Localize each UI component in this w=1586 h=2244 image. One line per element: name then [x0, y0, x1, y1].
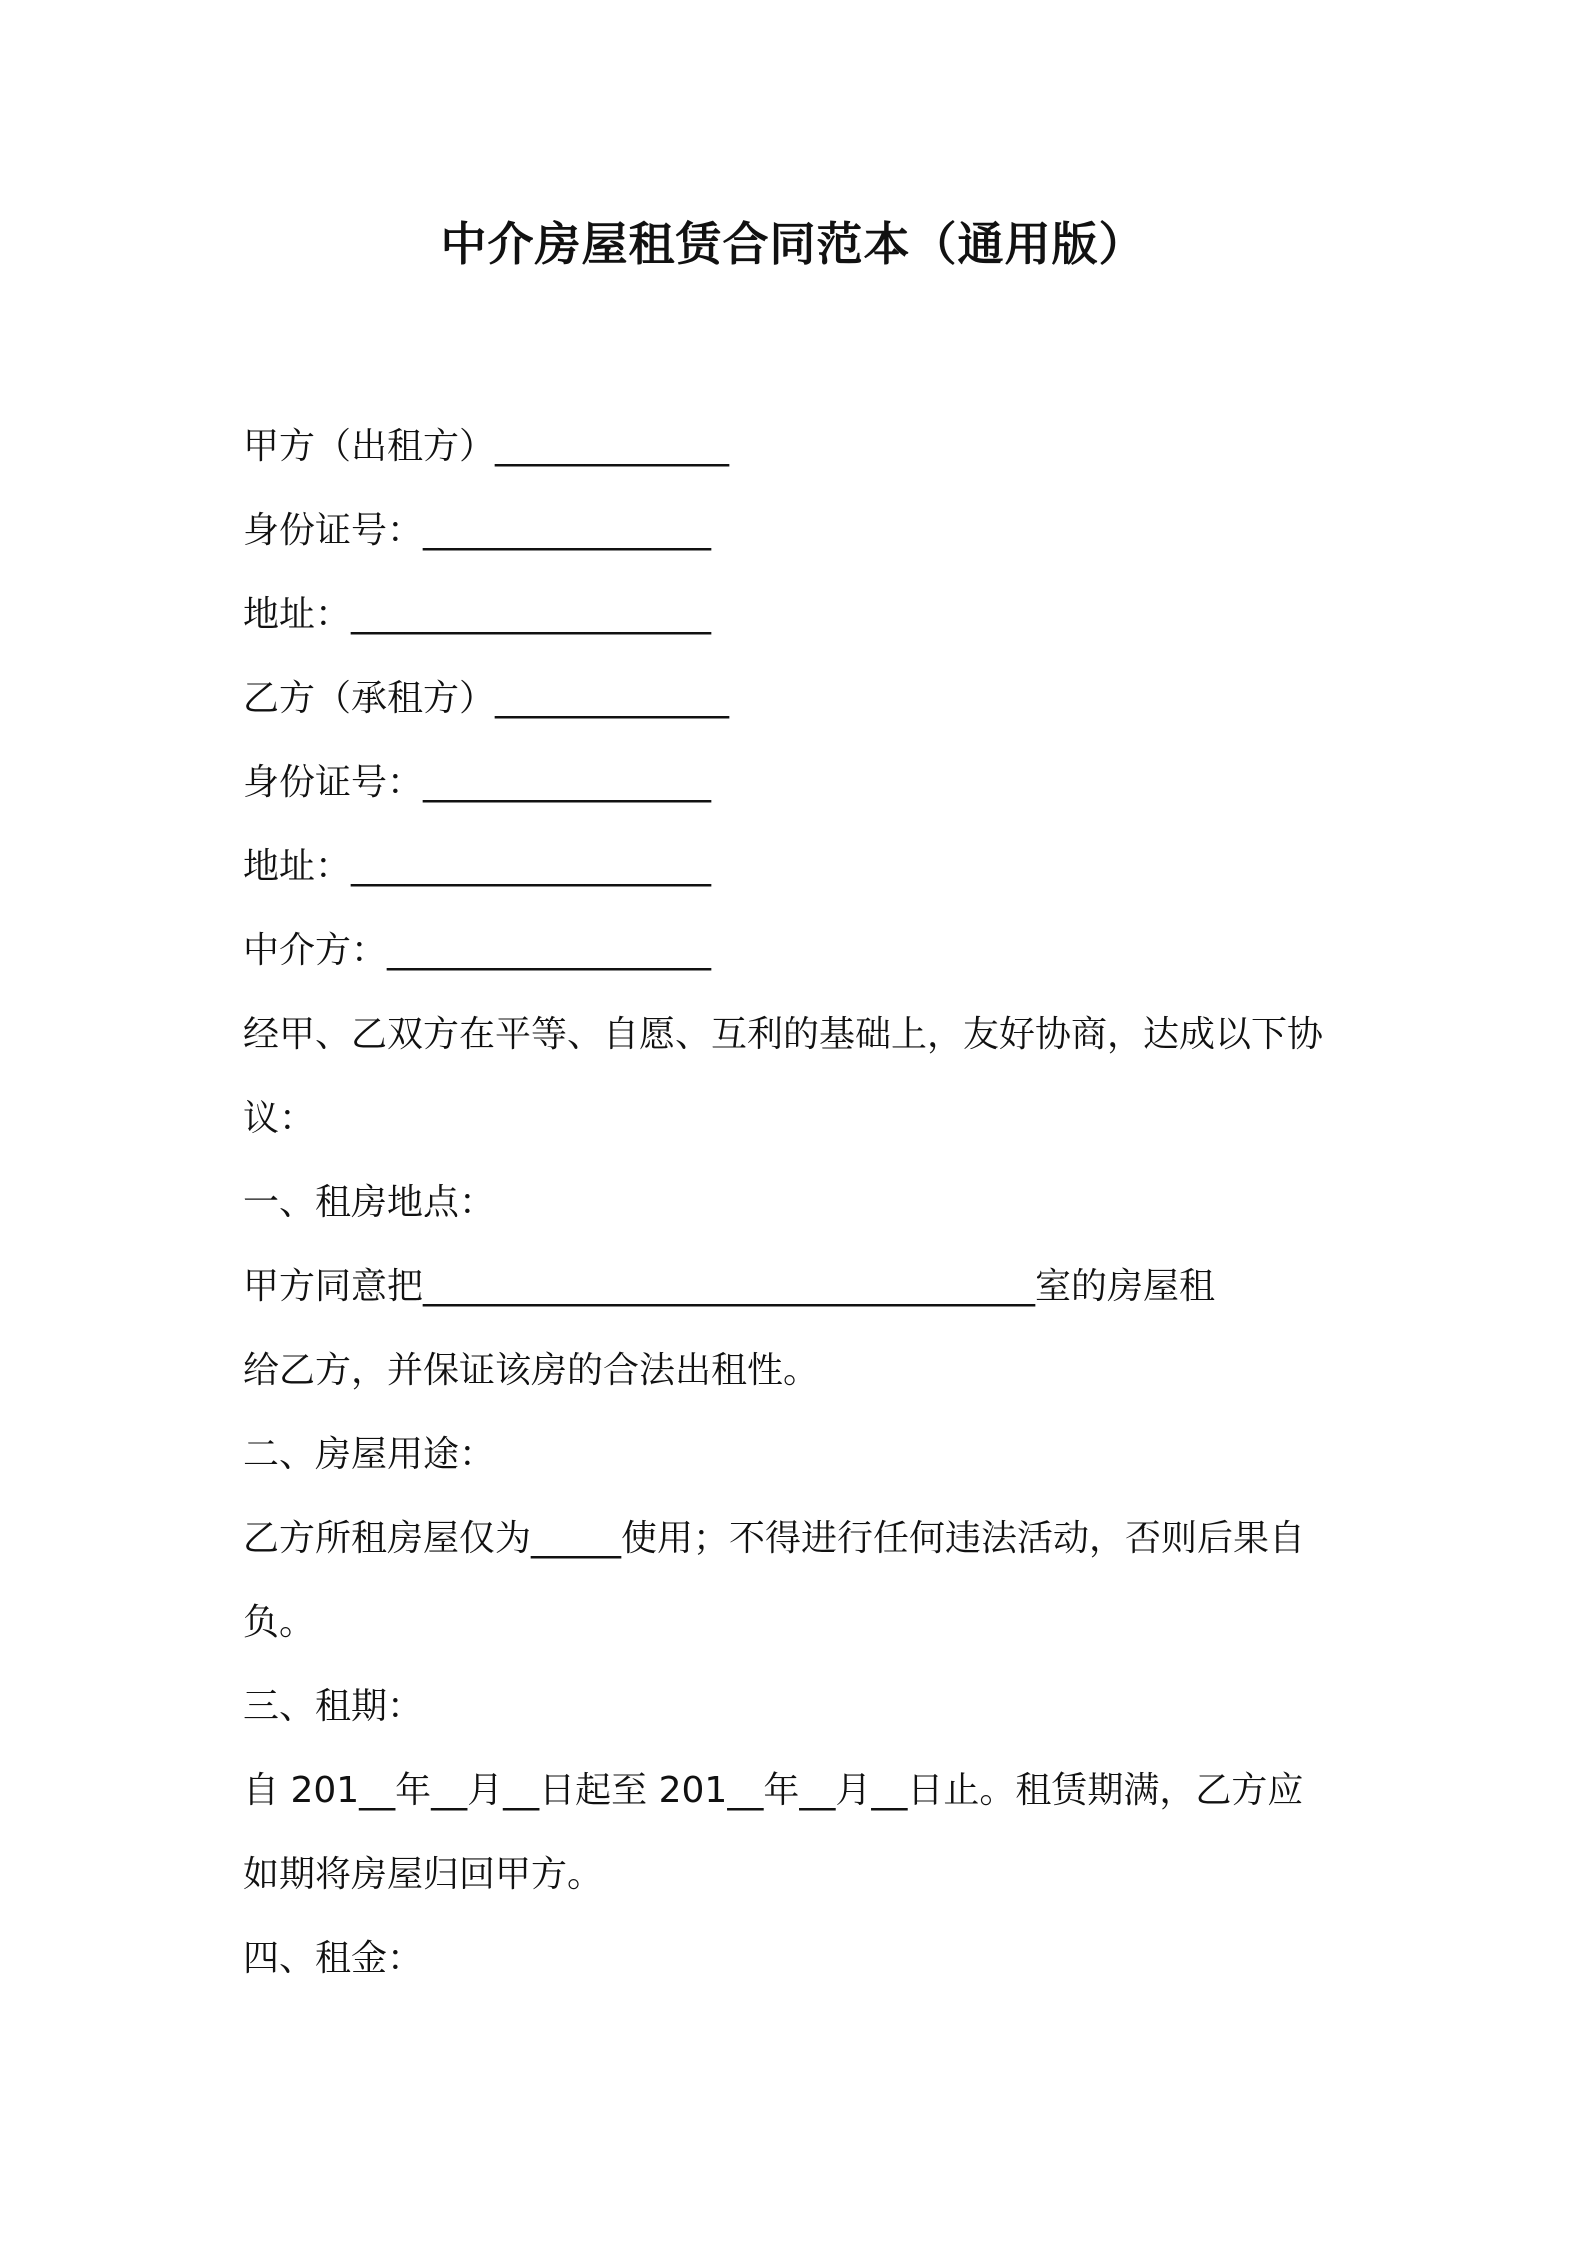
section-1-text-line-1: 甲方同意把__________________________________室的房屋租	[243, 1266, 1216, 1307]
section-2-text-line-2: 负。	[243, 1602, 316, 1643]
lessor-address-line: 地址：____________________	[243, 594, 712, 635]
section-3-text-line-1: 自 201__年__月__日起至 201__年__月__日止。租赁期满，乙方应	[243, 1770, 1304, 1811]
section-2-heading: 二、房屋用途：	[243, 1434, 496, 1475]
lessor-line: 甲方（出租方）_____________	[243, 426, 730, 467]
lessee-line: 乙方（承租方）_____________	[243, 678, 730, 719]
section-2-text-line-1: 乙方所租房屋仅为_____使用；不得进行任何违法活动，否则后果自	[243, 1518, 1306, 1559]
section-1-heading: 一、租房地点：	[243, 1182, 496, 1223]
section-3-text-line-2: 如期将房屋归回甲方。	[243, 1854, 604, 1895]
agreement-intro-line-2: 议：	[243, 1098, 316, 1139]
lessee-address-line: 地址：____________________	[243, 846, 712, 887]
section-4-heading: 四、租金：	[243, 1938, 424, 1979]
document-body	[243, 405, 1358, 2001]
agreement-intro-line-1: 经甲、乙双方在平等、自愿、互利的基础上，友好协商，达成以下协	[243, 1014, 1324, 1055]
lessor-id-line: 身份证号：________________	[243, 510, 712, 551]
document-title: 中介房屋租赁合同范本（通用版）	[440, 217, 1146, 271]
lessee-id-line: 身份证号：________________	[243, 762, 712, 803]
agent-line: 中介方：__________________	[243, 930, 712, 971]
section-1-text-line-2: 给乙方，并保证该房的合法出租性。	[243, 1350, 820, 1391]
section-3-heading: 三、租期：	[243, 1686, 424, 1727]
